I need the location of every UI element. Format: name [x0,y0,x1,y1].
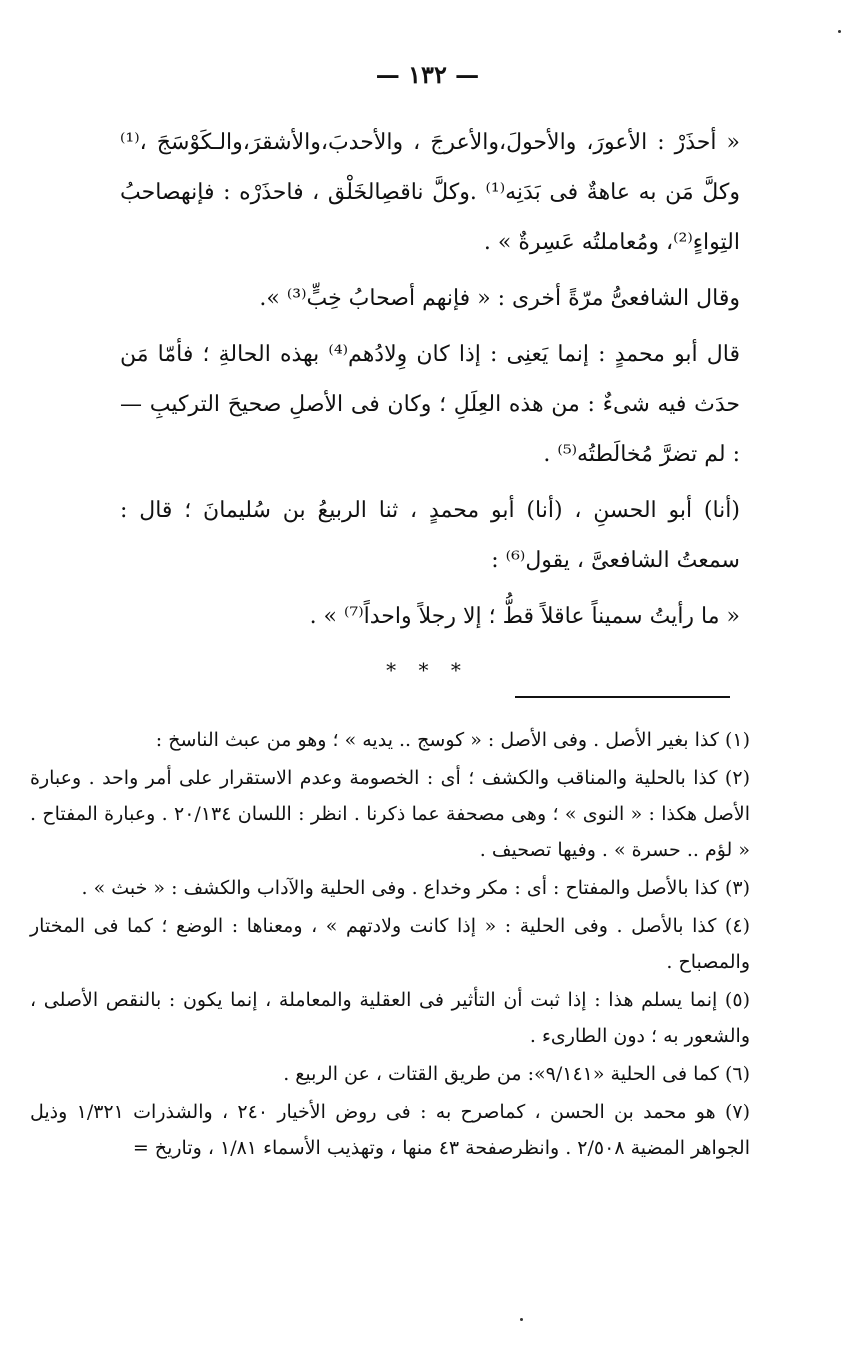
main-text [120,118,740,648]
page-number: — ١٣٢ — [375,60,480,89]
section-separator: * * * [386,658,469,682]
footnote-7: (٧) هو محمد بن الحسن ، كماصرح به : فى روض الأخيار ٢٤٠ ، والشذرات ١/٣٢١ وذيل الجواهر المضية ٢/٥٠٨ . وانظرصفحة ٤٣ منها ، وتهذيب الأسماء ١/٨١ ، وتاريخ = [30,1101,750,1159]
paragraph-1: « أحذَرْ : الأعورَ، والأحولَ،والأعرجَ ، والأحدبَ،والأشقرَ،والـكَوْسَجَ ،⁽¹⁾ وكلَّ مَن به عاهةٌ فى بَدَنِه⁽¹⁾ .وكلَّ ناقصِالخَلْق ، فاحذَرْه : فإنهصاحبُ التِواءٍ⁽²⁾، ومُعاملتُه عَسِرةٌ » . [120,130,740,255]
paragraph-5: « ما رأيتُ سميناً عاقلاً قطُّ ؛ إلا رجلاً واحداً⁽⁷⁾ » . [309,604,740,629]
scan-speck [838,30,841,33]
footnote-5: (٥) إنما يسلم هذا : إذا ثبت أن التأثير فى العقلية والمعاملة ، إنما يكون : بالنقص الأصلى ، والشعور به ؛ دون الطارىء . [30,989,750,1047]
footnote-2: (٢) كذا بالحلية والمناقب والكشف ؛ أى : الخصومة وعدم الاستقرار على أمر واحد . وعبارة الأصل هكذا : « النوى » ؛ وهى مصحفة عما ذكرنا . انظر : اللسان ٢٠/١٣٤ . وعبارة المفتاح . « لؤم .. حسرة » . وفيها تصحيف . [30,767,750,861]
footnote-6: (٦) كما فى الحلية «٩/١٤١»: من طريق القتات ، عن الربيع . [283,1063,750,1085]
paragraph-3: قال أبو محمدٍ : إنما يَعنِى : إذا كان وِلادُهم⁽⁴⁾ بهذه الحالةِ ؛ فأمّا مَن حدَث فيه شىءٌ : من هذه العِلَلِ ؛ وكان فى الأصلِ صحيحَ التركيبِ — : لم تضرَّ مُخالَطتُه⁽⁵⁾ . [120,342,740,467]
paragraph-4: (أنا) أبو الحسنِ ، (أنا) أبو محمدٍ ، ثنا الربيعُ بن سُليمانَ ؛ قال : سمعتُ الشافعىَّ ، يقول⁽⁶⁾ : [120,498,740,573]
footnote-3: (٣) كذا بالأصل والمفتاح : أى : مكر وخداع . وفى الحلية والآداب والكشف : « خبث » . [81,877,750,899]
footnote-4: (٤) كذا بالأصل . وفى الحلية : « إذا كانت ولادتهم » ، ومعناها : الوضع ؛ كما فى المختار والمصباح . [30,915,750,973]
footnote-rule [515,696,730,698]
paragraph-2: وقال الشافعىُّ مرّةً أخرى : « فإنهم أصحابُ خِبٍّ⁽³⁾ ». [259,286,740,311]
footnotes [30,722,750,1168]
footnote-1: (١) كذا بغير الأصل . وفى الأصل : « كوسج .. يديه » ؛ وهو من عبث الناسخ : [155,729,750,751]
scan-speck [520,1318,523,1321]
